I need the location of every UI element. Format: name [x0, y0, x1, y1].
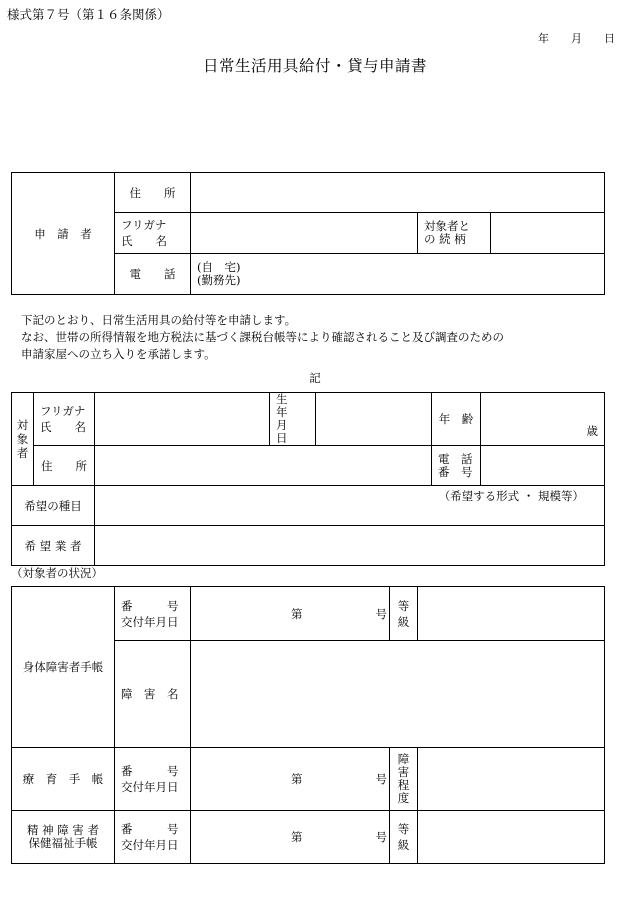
mental-handbook-label-line1: 精 神 障 害 者	[26, 823, 100, 837]
subject-name-label: 氏 名	[40, 420, 86, 434]
subject-phone-label	[432, 446, 481, 486]
ryoiku-number-field[interactable]	[191, 748, 390, 811]
status-table	[11, 586, 605, 864]
mental-grade-char-2: 級	[397, 838, 410, 852]
subject-address-field[interactable]	[95, 446, 432, 486]
ryoiku-handbook-label: 療 育 手 帳	[12, 748, 115, 811]
date-line	[538, 33, 615, 44]
mental-number-label-cell	[115, 811, 191, 864]
subject-phone-label-line2: 番 号	[438, 464, 473, 479]
phone-home-label: (自 宅)	[197, 260, 241, 274]
ryoiku-degree-field[interactable]	[418, 748, 605, 811]
vendor-label: 希 望 業 者	[12, 526, 95, 566]
kind-label: 希望の種目	[12, 486, 95, 526]
mental-grade-char-1: 等	[397, 822, 410, 836]
applicant-address-field[interactable]	[191, 173, 605, 213]
applicant-phone-label: 電 話	[115, 254, 191, 295]
physical-grade-label	[390, 587, 418, 641]
ryoiku-issued-label: 交付年月日	[121, 780, 179, 794]
subject-side-label	[12, 393, 34, 486]
ryoiku-degree-label	[390, 748, 418, 811]
subject-name-field[interactable]	[95, 393, 270, 446]
physical-number-field[interactable]	[191, 587, 390, 641]
form-code: 様式第７号（第１６条関係）	[7, 7, 170, 22]
physical-go: 号	[375, 606, 387, 621]
birth-label-line1: 生 年	[276, 392, 299, 419]
physical-dai: 第	[291, 606, 303, 621]
phone-work-label: (勤務先)	[197, 273, 241, 287]
applicant-section-label: 申 請 者	[12, 173, 115, 295]
physical-handbook-label: 身体障害者手帳	[12, 587, 115, 748]
date-year-label: 年	[538, 32, 549, 45]
relation-field[interactable]	[491, 213, 605, 254]
ryoiku-number-label: 番 号	[121, 764, 179, 778]
applicant-name-label-cell	[115, 213, 191, 254]
consent-text	[21, 312, 504, 363]
applicant-address-label: 住 所	[115, 173, 191, 213]
ryoiku-degree-char-3: 程	[397, 778, 410, 792]
mental-handbook-label	[12, 811, 115, 864]
physical-grade-char-1: 等	[397, 598, 410, 613]
subject-name-label-cell	[34, 393, 95, 446]
subject-furigana-label: フリガナ	[40, 404, 86, 418]
physical-number-label: 番 号	[121, 598, 179, 613]
mental-grade-label	[390, 811, 418, 864]
relation-label-line2: の 続 柄	[424, 232, 466, 246]
subject-phone-label-line1: 電 話	[438, 451, 473, 466]
subject-phone-field[interactable]	[481, 446, 605, 486]
applicant-name-label: 氏 名	[121, 234, 167, 248]
ki-label: 記	[309, 371, 321, 385]
consent-line-2: なお、世帯の所得情報を地方税法に基づく課税台帳等により確認されること及び調査のための	[21, 330, 504, 344]
disability-name-label: 障 害 名	[115, 641, 191, 748]
mental-dai: 第	[291, 830, 303, 844]
page-title: 日常生活用具給付・貸与申請書	[202, 57, 427, 75]
ryoiku-degree-char-1: 障	[397, 752, 410, 766]
relation-label-line1: 対象者と	[424, 219, 470, 233]
mental-number-label: 番 号	[121, 822, 179, 836]
ryoiku-go: 号	[375, 772, 387, 786]
ryoiku-dai: 第	[291, 772, 303, 786]
applicant-table	[11, 172, 605, 295]
age-label: 年 齢	[432, 393, 481, 446]
consent-line-3: 申請家屋への立ち入りを承諾します。	[21, 347, 216, 361]
relation-label	[418, 213, 491, 254]
disability-name-field[interactable]	[191, 641, 605, 748]
mental-go: 号	[375, 830, 387, 844]
consent-line-1: 下記のとおり、日常生活用具の給付等を申請します。	[21, 313, 297, 327]
applicant-furigana-label: フリガナ	[121, 218, 167, 232]
ryoiku-degree-char-4: 度	[397, 791, 410, 805]
status-caption: （対象者の状況）	[11, 566, 103, 580]
subject-side-char-2: 象	[16, 432, 29, 446]
subject-side-char-1: 対	[16, 418, 29, 432]
mental-handbook-label-line2: 保健福祉手帳	[28, 836, 98, 850]
birth-field[interactable]	[316, 393, 432, 446]
applicant-phone-field[interactable]	[191, 254, 605, 295]
date-month-label: 月	[571, 32, 582, 45]
kind-note: （希望する形式 ・ 規模等）	[438, 489, 584, 503]
mental-issued-label: 交付年月日	[121, 838, 179, 852]
vendor-field[interactable]	[95, 526, 605, 566]
subject-address-label: 住 所	[34, 446, 95, 486]
birth-label	[270, 393, 316, 446]
ryoiku-number-label-cell	[115, 748, 191, 811]
mental-number-field[interactable]	[191, 811, 390, 864]
subject-side-char-3: 者	[16, 446, 29, 460]
birth-label-line2: 月 日	[276, 418, 299, 445]
applicant-name-field[interactable]	[191, 213, 418, 254]
ryoiku-degree-char-2: 害	[397, 765, 410, 779]
physical-issued-label: 交付年月日	[121, 614, 179, 629]
mental-grade-field[interactable]	[418, 811, 605, 864]
kind-field[interactable]	[95, 486, 605, 526]
physical-number-label-cell	[115, 587, 191, 641]
physical-grade-field[interactable]	[418, 587, 605, 641]
age-field[interactable]	[481, 393, 605, 446]
age-unit: 歳	[586, 424, 598, 438]
date-day-label: 日	[604, 32, 615, 45]
physical-grade-char-2: 級	[397, 614, 410, 629]
subject-table	[11, 392, 605, 566]
